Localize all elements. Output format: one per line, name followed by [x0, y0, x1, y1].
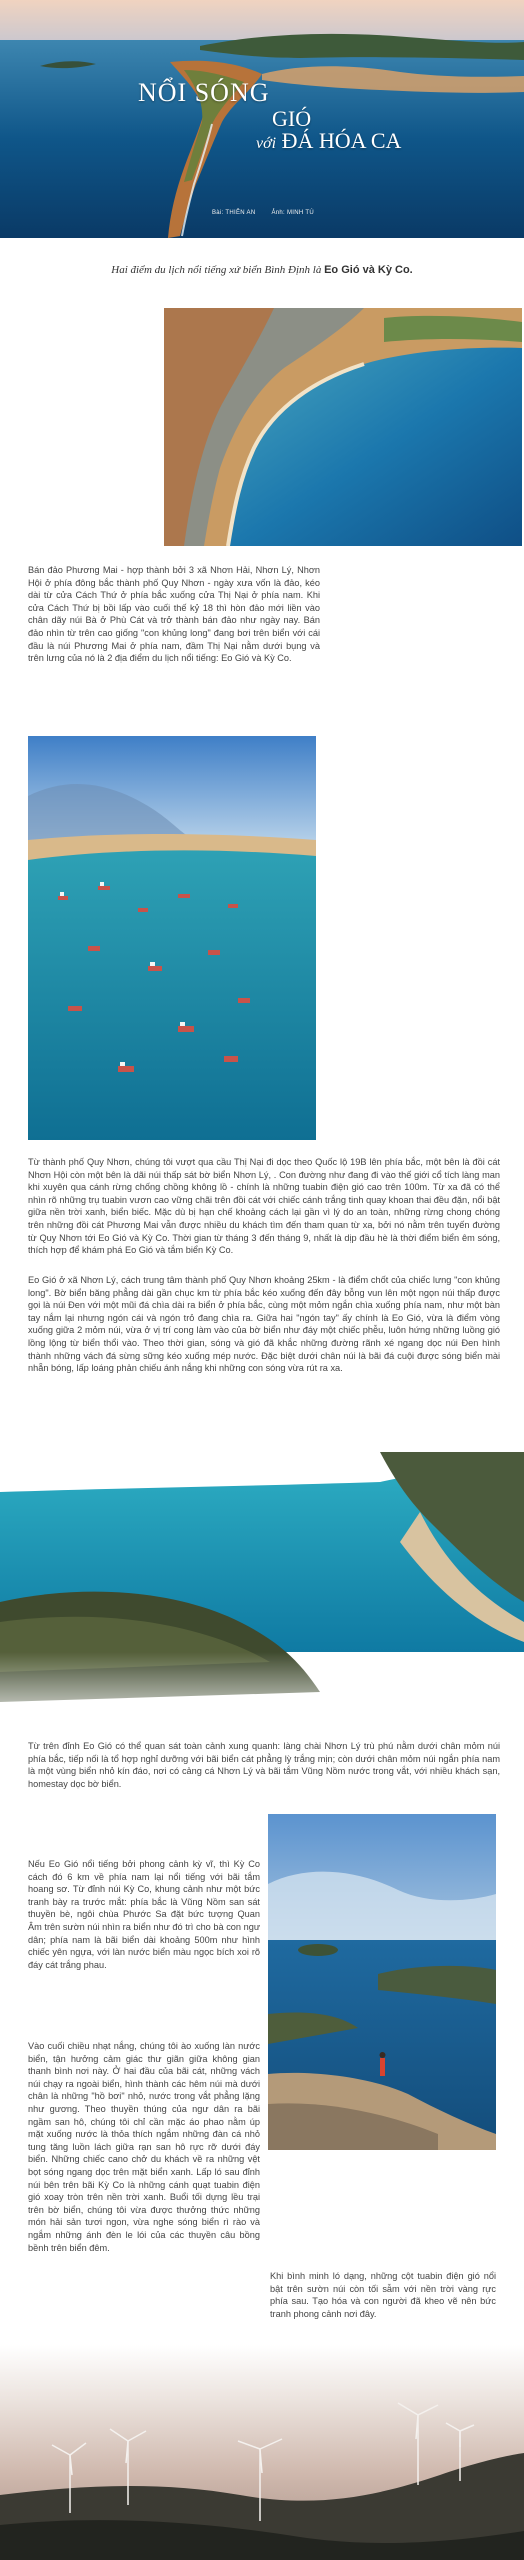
- paragraph-phuong-mai: Bán đảo Phương Mai - hợp thành bởi 3 xã Nhơn Hải, Nhơn Lý, Nhơn Hội ở phía đông bắc thành phố Quy Nhơn - ngày xưa vốn là đảo, kéo dài từ cửa Cách Thứ ở phía bắc xuống cửa Thị Nại ở phía nam. Khi cửa Cách Thứ bị bồi lấp vào cuối thế kỷ 18 thì hòn đảo mới liền vào chân dãy núi Bà ở Phù Cát và trở thành bán đảo như ngày nay. Bán đảo nhìn từ trên cao giống "con khủng long" đang bơi trên biển với cái đầu là núi Phương Mai ở phía nam, đầm Thị Nại nằm dưới bụng và trên lưng của nó là 2 địa điểm du lịch nổi tiếng: Eo Gió và Kỳ Co.: [28, 565, 320, 664]
- fishing-boats-photo: [28, 736, 316, 1140]
- hero-coast-photo: [0, 0, 524, 238]
- credit-photographer: Ảnh: MINH TÚ: [271, 210, 314, 216]
- hero-title-line2: GIÓ: [272, 106, 312, 131]
- ky-co-cliff-photo: [268, 1814, 496, 2150]
- paragraph-wind-turbines: Từ thành phố Quy Nhơn, chúng tôi vượt qua cầu Thị Nại đi dọc theo Quốc lộ 19B lên phía bắc, một bên là đồi cát Nhơn Hội còn một bên là dãi núi thấp sát bờ biển Nhơn Lý, . Con đường như đang đi vào thế giới cổ tích làng man khi xuyên qua cánh rừng chống chồng không lồ - chính là những tuabin điện gió cao trên 100m. Từ xa đã có thể nhìn rõ những trụ tuabin vươn cao vững chãi trên đồi cát với chiếc cánh trắng tinh quay khoan thai đều đặn, nổi bật giữa nền trời xanh, biển biếc. Mặc dù bị hạn chế khoảng cách lại gần vì lý do an toàn, những rừng chong chóng trên những đồi cát Phương Mai vẫn được nhiều du khách tìm đến tham quan từ xa, bởi nó nằm trên tuyến đường từ Quy Nhơn tới Eo Gió và Kỳ Co. Thời gian từ tháng 3 đến tháng 9, nhất là dịp đầu hè là thời điểm biển êm sóng, thích hợp để khám phá Eo Gió và tắm biển Kỳ Co.: [28, 1157, 500, 1256]
- paragraph-eo-gio: Eo Gió ở xã Nhơn Lý, cách trung tâm thành phố Quy Nhơn khoảng 25km - là điểm chốt của chiếc lưng "con khủng long". Bờ biển băng phẳng dài gần chục km từ phía bắc kéo xuống đến đây bỗng vun lên một ngọn núi thấp được gọi là núi Đen với một mũi đá chìa dài ra biển ở phía bắc, cùng một mỏm ngắn chìa xuống phía nam, như một bàn tay nắm lại nhưng ngón cái và ngón trỏ đang chìa ra. Giữa hai "ngón tay" ấy chính là Eo Gió, vừa là điểm vòng xuống giữa 2 mỏm núi, vừa ở vị trí cong làm vào của bờ biển như đáy một chiếc phễu, luôn hứng những luồng gió lồng lộng từ biển thổi vào. Theo thời gian, sóng và gió đã khắc những đường rãnh xé ngang dọc núi Đen hình thành những vách đá sừng sững kéo xuống mép nước. Đặc biệt dưới chân núi là bãi đá cuội được sóng biển mài nhẵn bóng, lấp loáng phản chiếu ánh nắng khi những con sóng vừa rút ra xa.: [28, 1275, 500, 1374]
- intro-text: Hai điểm du lịch nổi tiếng xứ biển Bình Định là: [111, 264, 325, 276]
- credit-author: Bài: THIÊN AN: [212, 210, 256, 216]
- hero-title-line3-text: ĐÁ HÓA CA: [281, 128, 402, 153]
- hero-credit: [212, 210, 314, 216]
- aerial-village-photo: [164, 308, 522, 546]
- paragraph-eo-gio-view: Từ trên đỉnh Eo Gió có thể quan sát toàn cảnh xung quanh: làng chài Nhơn Lý trù phú nằm dưới chân mỏm núi phía bắc, tiếp nối là tổ hợp nghỉ dưỡng với bãi biển cát phẳng lỳ trắng mịn; còn dưới chân mỏm núi ngắn phía nam là một vùng biển nhỏ kín đáo, nơi có cảng cá Nhơn Lý và bãi tắm Vũng Nồm nước trong vắt, với nhiều khách sạn, homestay dọc bờ biển.: [28, 1741, 500, 1789]
- hero-title-connector: với: [256, 135, 277, 152]
- hero-banner: [0, 0, 524, 238]
- intro-caption: [40, 264, 484, 276]
- paragraph-sunrise: Khi bình minh ló dạng, những cột tuabin điện gió nổi bật trên sườn núi còn tối sẫm với nền trời vàng rực phía sau. Tạo hóa và con người đã kheo vẽ nên bức tranh phong cảnh nơi đây.: [270, 2271, 496, 2319]
- intro-highlight: Eo Gió và Kỳ Co.: [324, 264, 413, 276]
- wind-turbines-photo: [0, 2345, 524, 2560]
- hero-title-line3: [256, 128, 401, 154]
- paragraph-ky-co: Nếu Eo Gió nổi tiếng bởi phong cảnh kỳ vĩ, thì Kỳ Co cách đó 6 km về phía nam lại nổi tiếng với bãi tắm hoang sơ. Từ đỉnh núi Kỳ Co, khung cảnh như một bức tranh bày ra trước mắt: phía bắc là Vũng Nồm san sát thuyền bè, ngôi chùa Phước Sa đặt bức tượng Quan Âm trên sườn núi nhìn ra biển như đó trì cho bà con ngư dân; phía nam là bãi biển dài khoảng 500m như hình chiếc yên ngựa, với làn nước biển màu ngọc bích xoi rõ đáy cát trắng phau.: [28, 1859, 260, 1970]
- paragraph-ky-co-evening: Vào cuối chiều nhạt nắng, chúng tôi ào xuống làn nước biển, tận hưởng cảm giác thư giãn giữa không gian thanh bình nơi này. Ở hai đầu của bãi cát, những vách núi chạy ra ngoài biển, hình thành các hêm núi mà dưới chân là những "hồ bơi" nhỏ, nước trong vắt phẳng lặng như gương. Theo thuyền thúng của ngư dân ra bãi ngầm san hô, chúng tôi chỉ cần mặc áo phao nằm úp mặt xuống nước là thỏa thích ngắm những đàn cá nhỏ tung tăng luồn lách giữa rạn san hô rực rỡ dưới đáy biển. Những chiếc cano chở du khách về ra những vệt bọt sóng ngang dọc trên mặt biển xanh. Lấp ló sau đỉnh núi bên trên bãi Kỳ Co là những cánh quạt tuabin điện gió xoay tròn trên nền trời xanh. Buổi tối dựng lều trại trên bờ biển, chúng tôi vừa được thưởng thức những món hải sản tươi ngon, vừa nghe sóng biển rì rào và ngắm những ánh đèn le lói của các thuyền câu bồng bềnh trên biển đêm.: [28, 2041, 260, 2253]
- coast-panorama-photo: [0, 1452, 524, 1734]
- hero-title-line1: NỔI SÓNG: [138, 78, 270, 107]
